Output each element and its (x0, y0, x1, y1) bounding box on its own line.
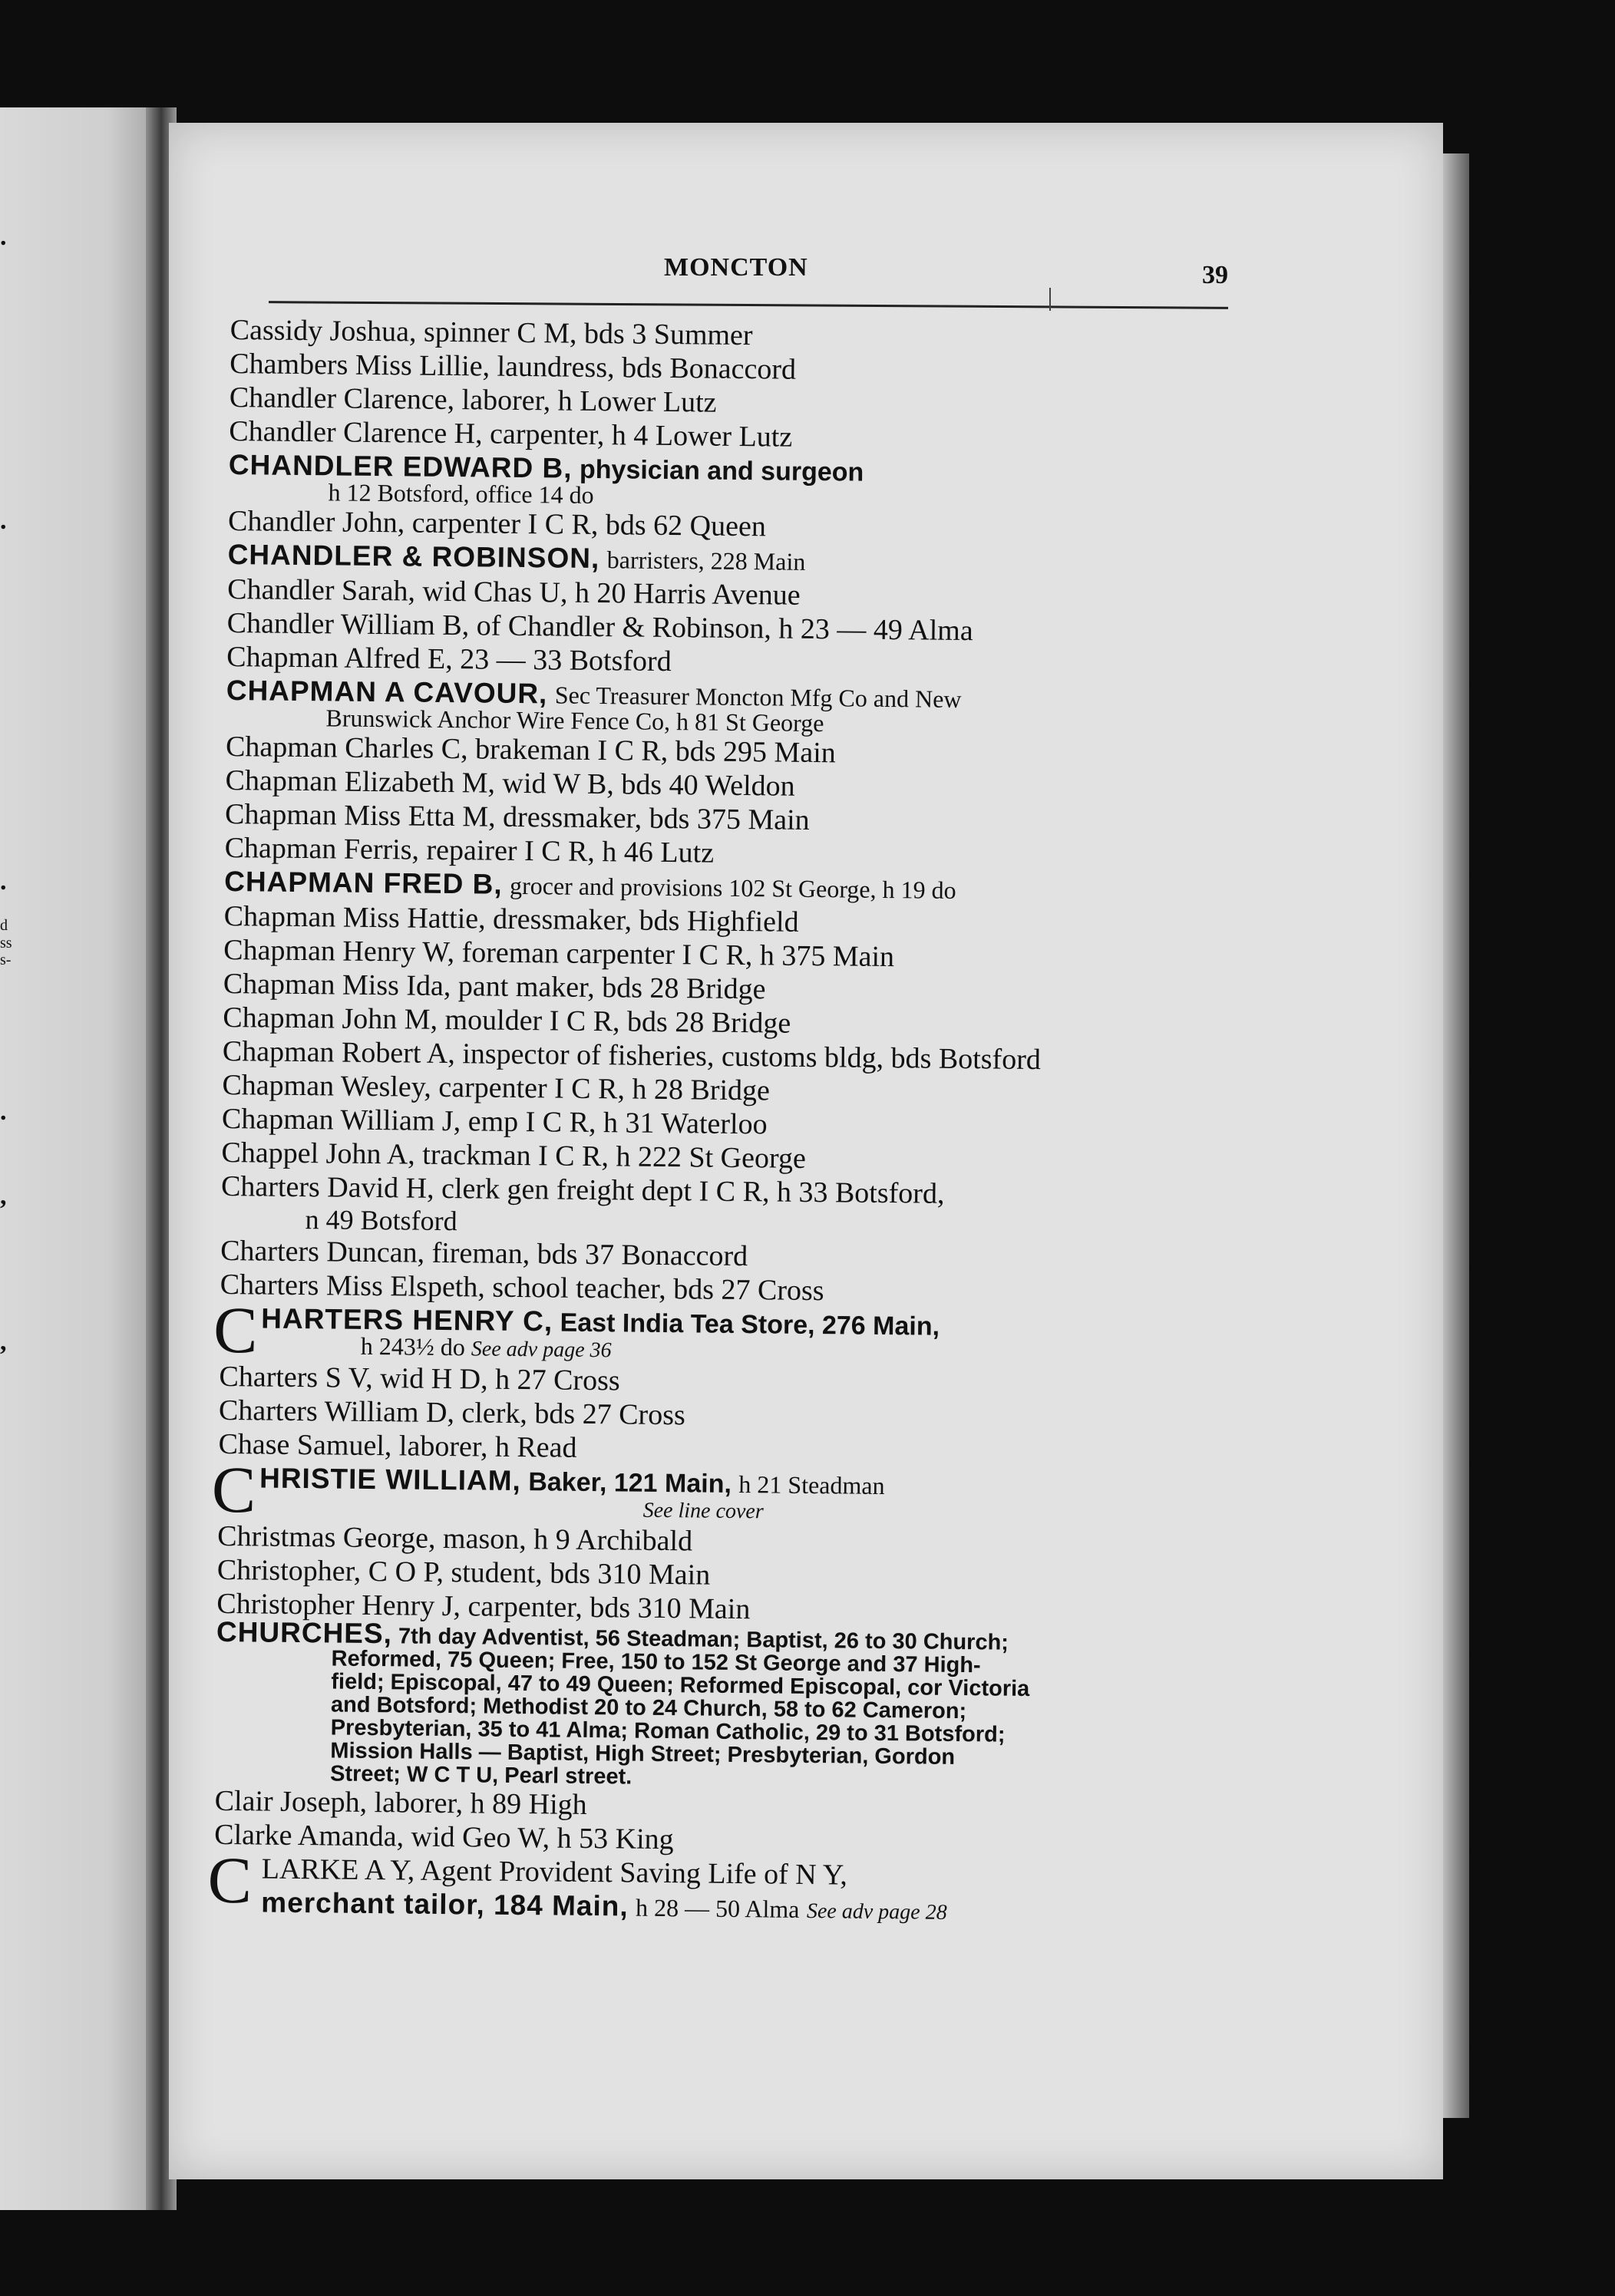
directory-entry: Chandler Clarence H, carpenter, h 4 Lower Lutz (229, 414, 793, 454)
directory-entry: Chappel John A, trackman I C R, h 222 St George (221, 1136, 807, 1175)
entry-detail: physician and surgeon (579, 454, 864, 487)
churches-heading: CHURCHES, (216, 1615, 393, 1650)
left-margin-mark: . (0, 1097, 7, 1126)
entry-continuation: h 12 Botsford, office 14 do (328, 478, 594, 509)
left-margin-mark: . (0, 506, 7, 535)
directory-entry: Cassidy Joshua, spinner C M, bds 3 Summer (230, 313, 753, 352)
rule-tick-mark (1049, 288, 1051, 311)
directory-entry: Chapman Elizabeth M, wid W B, bds 40 Weldon (225, 764, 795, 803)
advert-reference: See adv page 28 (806, 1898, 947, 1925)
drop-cap-letter: C (213, 1292, 258, 1367)
entry-name: CHANDLER EDWARD B, (228, 448, 573, 484)
advert-reference: See adv page 36 (471, 1337, 612, 1363)
directory-entry: Chapman Alfred E, 23 — 33 Botsford (226, 640, 672, 678)
entry-address: h 243½ do (360, 1331, 466, 1361)
directory-entry: Charters David H, clerk gen freight dept I C R, h 33 Botsford, (220, 1169, 945, 1210)
churches-line: Reformed, 75 Queen; Free, 150 to 152 St George and 37 High- (331, 1646, 981, 1678)
churches-line: field; Episcopal, 47 to 49 Queen; Reformed Episcopal, cor Victoria (331, 1669, 1030, 1702)
entry-detail: East India Tea Store, 276 Main, (560, 1308, 940, 1341)
display-advert-entry (213, 1292, 1234, 1371)
directory-entry: Chapman Miss Etta M, dressmaker, bds 375 Main (224, 797, 810, 836)
entry-name: HRISTIE WILLIAM, (259, 1462, 522, 1497)
left-margin-mark: , (0, 1182, 7, 1210)
directory-entry: Christopher, C O P, student, bds 310 Main (216, 1553, 711, 1592)
page-header (269, 253, 1228, 299)
page-edge (1443, 153, 1469, 2118)
directory-entry: Chapman Miss Hattie, dressmaker, bds Highfield (223, 899, 799, 939)
entry-name: CHANDLER & ROBINSON, (227, 538, 600, 575)
directory-entry: Chapman Henry W, foreman carpenter I C R, h 375 Main (223, 933, 895, 974)
churches-line: Mission Halls — Baptist, High Street; Presbyterian, Gordon (330, 1738, 956, 1770)
directory-entry: Christmas George, mason, h 9 Archibald (217, 1519, 693, 1558)
directory-entry: Charters Duncan, fireman, bds 37 Bonaccord (220, 1234, 748, 1273)
entry-detail: grocer and provisions 102 St George, h 19 do (509, 871, 956, 904)
directory-entry: Chandler William B, of Chandler & Robinson, h 23 — 49 Alma (226, 606, 973, 648)
directory-entry: Chandler Clarence, laborer, h Lower Lutz (229, 381, 717, 419)
directory-entry: Charters Miss Elspeth, school teacher, bds 27 Cross (220, 1268, 824, 1308)
churches-line: and Botsford; Methodist 20 to 24 Church, 58 to 62 Cameron; (330, 1692, 967, 1724)
directory-entry: Chapman John M, moulder I C R, bds 28 Bridge (223, 1001, 791, 1040)
page-number: 39 (1202, 261, 1228, 289)
entry-detail: Sec Treasurer Moncton Mfg Co and New (554, 681, 962, 714)
left-page-fragment (0, 107, 154, 2210)
running-head: MONCTON (664, 253, 808, 282)
directory-entry: Chapman Charles C, brakeman I C R, bds 295 Main (225, 730, 836, 770)
directory-entry: Clarke Amanda, wid Geo W, h 53 King (214, 1818, 674, 1856)
left-margin-mark: d (0, 917, 8, 934)
entry-name: HARTERS HENRY C, (261, 1302, 553, 1338)
directory-entry: Chandler Sarah, wid Chas U, h 20 Harris Avenue (227, 572, 801, 612)
entry-name: LARKE A Y, Agent Provident Saving Life of N Y, (261, 1852, 848, 1892)
entry-continuation: n 49 Botsford (305, 1204, 457, 1237)
entry-continuation: Brunswick Anchor Wire Fence Co, h 81 St George (325, 704, 824, 737)
display-advert-entry (207, 1842, 1227, 1933)
left-margin-mark: ss (0, 935, 12, 952)
advert-reference: See line cover (642, 1498, 764, 1524)
entry-detail: merchant tailor, 184 Main, (261, 1886, 629, 1922)
left-margin-mark: s- (0, 952, 12, 968)
directory-entry: Charters William D, clerk, bds 27 Cross (218, 1394, 686, 1432)
drop-cap-letter: C (207, 1842, 253, 1918)
directory-entry: Clair Joseph, laborer, h 89 High (214, 1784, 587, 1821)
directory-entry: Charters S V, wid H D, h 27 Cross (219, 1360, 620, 1397)
directory-entry: Chapman William J, emp I C R, h 31 Waterloo (221, 1102, 768, 1141)
churches-entry (215, 1615, 1230, 1795)
directory-entry: Chase Samuel, laborer, h Read (218, 1427, 577, 1464)
directory-entry: Chapman Robert A, inspector of fisheries, customs bldg, bds Botsford (222, 1034, 1042, 1077)
churches-text: 7th day Adventist, 56 Steadman; Baptist, 26 to 30 Church; (398, 1624, 1009, 1655)
directory-entry: Chambers Miss Lillie, laundress, bds Bonaccord (230, 347, 797, 386)
directory-entry: Chapman Wesley, carpenter I C R, h 28 Bridge (222, 1068, 771, 1107)
display-advert-entry (211, 1452, 1232, 1530)
directory-entries (207, 313, 1243, 1933)
entry-name: CHAPMAN A CAVOUR, (226, 674, 548, 710)
directory-entry: Christopher Henry J, carpenter, bds 310 Main (216, 1587, 751, 1626)
entry-address: h 21 Steadman (738, 1470, 885, 1500)
entry-name: CHAPMAN FRED B, (224, 865, 503, 900)
left-margin-mark: . (0, 867, 7, 896)
directory-entry: Chapman Miss Ida, pant maker, bds 28 Bridge (223, 967, 766, 1006)
entry-detail: Baker, 121 Main, (528, 1467, 732, 1499)
drop-cap-letter: C (211, 1452, 256, 1527)
churches-line: Presbyterian, 35 to 41 Alma; Roman Catholic, 29 to 31 Botsford; (330, 1715, 1006, 1747)
directory-entry: Chapman Ferris, repairer I C R, h 46 Lutz (224, 831, 715, 869)
churches-line: Street; W C T U, Pearl street. (329, 1761, 632, 1790)
entry-detail: barristers, 228 Main (606, 546, 806, 576)
directory-entry: Chandler John, carpenter I C R, bds 62 Queen (227, 504, 767, 543)
left-margin-mark: . (0, 223, 7, 251)
left-margin-mark: , (0, 1328, 7, 1356)
entry-address: h 28 — 50 Alma (635, 1893, 800, 1923)
